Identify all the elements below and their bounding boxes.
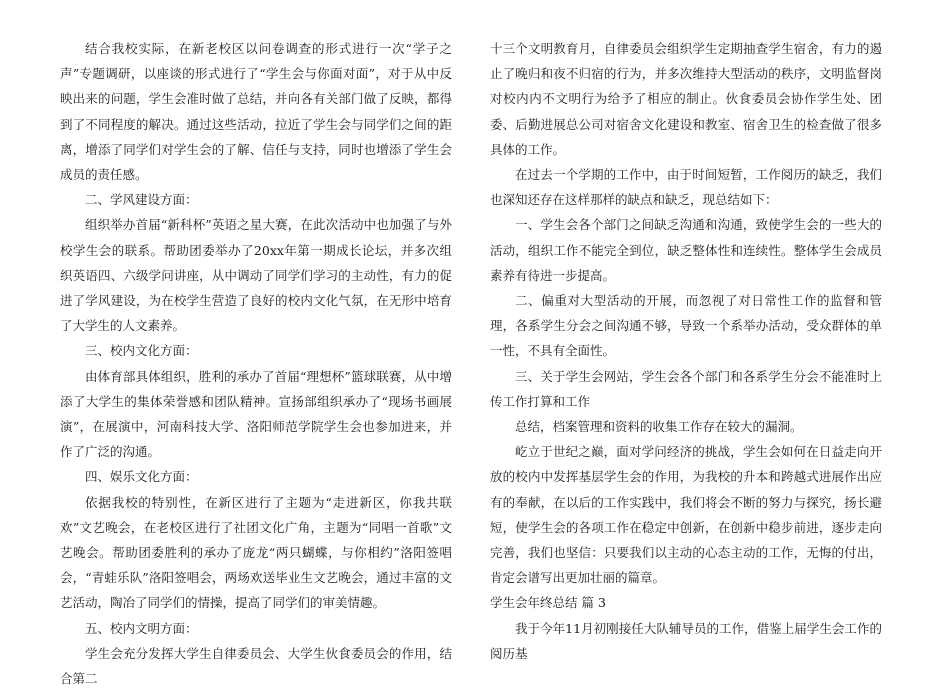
- section-heading: 五、校内文明方面：: [85, 620, 198, 636]
- paragraph: 我于今年11月初刚接任大队辅导员的工作，借鉴上届学生会工作的阅历基: [490, 620, 882, 661]
- document-section-title: 学生会年终总结 篇 3: [490, 595, 606, 611]
- section-heading: 四、娱乐文化方面：: [85, 469, 198, 485]
- left-column: [60, 36, 452, 691]
- paragraph: 二、偏重对大型活动的开展，而忽视了对日常性工作的监督和管理，各系学生分会之间沟通不够，导致一个系举办活动，受众群体的单一性，不具有全面性。: [490, 293, 882, 359]
- paragraph: 结合我校实际，在新老校区以问卷调查的形式进行一次“学子之声”专题调研，以座谈的形式进行了“学生会与你面对面”，对于从中反映出来的问题，学生会准时做了总结，并向各有关部门做了反映，都得到了不同程度的解决。通过这些活动，拉近了学生会与同学们之间的距离，增添了同学们对学生会的了解、信任与支持，同时也增添了学生会成员的责任感。: [60, 41, 452, 183]
- section-heading: 二、学风建设方面：: [85, 192, 198, 208]
- paragraph: 三、关于学生会网站，学生会各个部门和各系学生分会不能准时上传工作打算和工作: [490, 368, 882, 409]
- paragraph: 由体育部具体组织，胜利的承办了首届“理想杯”篮球联赛，从中增添了大学生的集体荣誉感和团队精神。宣扬部组织承办了“现场书画展演”，在展演中，河南科技大学、洛阳师范学院学生会也参加进来，并作了广泛的沟通。: [60, 368, 452, 460]
- paragraph: 组织举办首届“新科杯”英语之星大赛，在此次活动中也加强了与外校学生会的联系。帮助团委举办了20xx年第一期成长论坛，并多次组织英语四、六级学问讲座，从中调动了同学们学习的主动性，有力的促进了学风建设，为在校学生营造了良好的校内文化气氛，在无形中培育了大学生的人文素养。: [60, 217, 452, 334]
- paragraph: 依据我校的特别性，在新区进行了主题为“走进新区，你我共联欢”文艺晚会，在老校区进行了社团文化广角，主题为“同唱一首歌”文艺晚会。帮助团委胜利的承办了庞龙“两只蝴蝶，与你相约”洛阳签唱会，“青蛙乐队”洛阳签唱会，两场欢送毕业生文艺晚会，通过丰富的文艺活动，陶冶了同学们的情操，提高了同学们的审美情趣。: [60, 494, 452, 611]
- paragraph: 屹立于世纪之巅，面对学问经济的挑战，学生会如何在日益走向开放的校内中发挥基层学生会的作用，为我校的升本和跨越式进展作出应有的奉献，在以后的工作实践中，我们将会不断的努力与探究，扬长避短，使学生会的各项工作在稳定中创新，在创新中稳步前进，逐步走向完善，我们也坚信：只要我们以主动的心态主动的工作，无悔的付出，肯定会谱写出更加壮丽的篇章。: [490, 444, 882, 586]
- paragraph: 总结，档案管理和资料的收集工作存在较大的漏洞。: [515, 419, 803, 435]
- right-column: [490, 36, 882, 666]
- paragraph: 学生会充分发挥大学生自律委员会、大学生伙食委员会的作用，结合第二: [60, 645, 452, 687]
- paragraph: 十三个文明教育月，自律委员会组织学生定期抽查学生宿舍，有力的遏止了晚归和夜不归宿的行为，并多次维持大型活动的秩序，文明监督岗对校内内不文明行为给予了相应的制止。伙食委员会协作学生处、团委、后勤进展总公司对宿舍文化建设和教室、宿舍卫生的检查做了很多具体的工作。: [490, 41, 882, 157]
- section-heading: 三、校内文化方面：: [85, 343, 198, 359]
- paragraph: 在过去一个学期的工作中，由于时间短暂，工作阅历的缺乏，我们也深知还存在这样那样的缺点和缺乏，现总结如下：: [490, 167, 882, 208]
- paragraph: 一、学生会各个部门之间缺乏沟通和沟通，致使学生会的一些大的活动，组织工作不能完全到位，缺乏整体性和连续性。整体学生会成员素养有待进一步提高。: [490, 217, 882, 283]
